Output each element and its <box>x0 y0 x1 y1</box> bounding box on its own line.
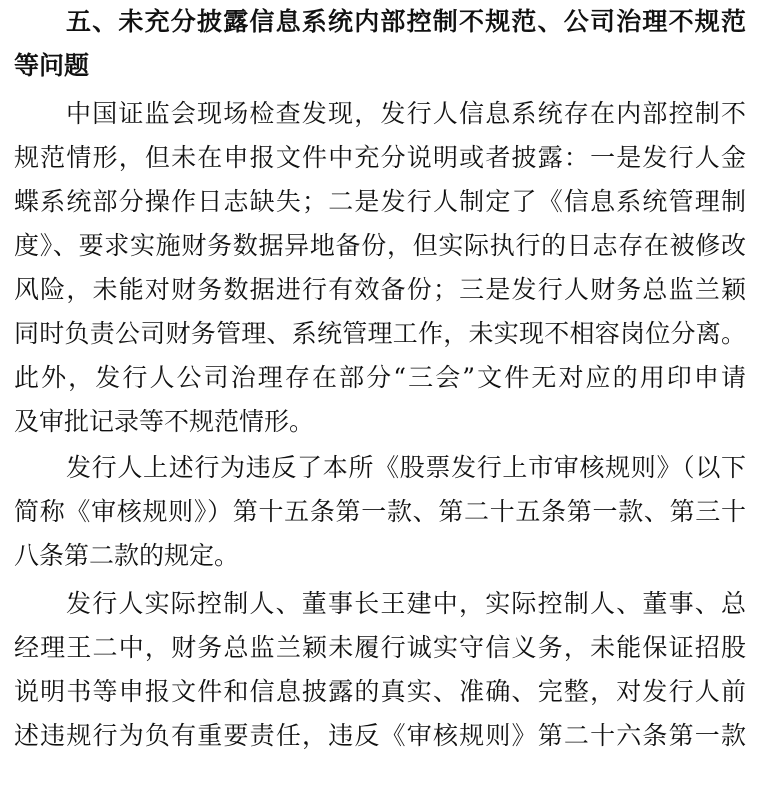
paragraph-3-line-3: 说明书等申报文件和信息披露的真实、准确、完整，对发行人前 <box>14 677 746 706</box>
section-heading-line-1: 五、未充分披露信息系统内部控制不规范、公司治理不规范 <box>66 7 746 36</box>
paragraph-3-line-2: 经理王二中，财务总监兰颖未履行诚实守信义务，未能保证招股 <box>14 633 746 662</box>
paragraph-1-line-8: 及审批记录等不规范情形。 <box>14 407 315 436</box>
paragraph-2-line-2: 简称《审核规则》）第十五条第一款、第二十五条第一款、第三十 <box>14 497 746 526</box>
paragraph-1-line-3: 蝶系统部分操作日志缺失；二是发行人制定了《信息系统管理制 <box>14 187 746 216</box>
paragraph-2-line-3: 八条第二款的规定。 <box>14 541 240 570</box>
paragraph-1-line-5: 风险，未能对财务数据进行有效备份；三是发行人财务总监兰颖 <box>14 275 746 304</box>
paragraph-2-line-1: 发行人上述行为违反了本所《股票发行上市审核规则》（以下 <box>66 453 746 482</box>
paragraph-1-line-6: 同时负责公司财务管理、系统管理工作，未实现不相容岗位分离。 <box>14 319 746 348</box>
paragraph-3-line-1: 发行人实际控制人、董事长王建中，实际控制人、董事、总 <box>66 589 746 618</box>
paragraph-1-line-4: 度》、要求实施财务数据异地备份，但实际执行的日志存在被修改 <box>14 231 746 260</box>
paragraph-1-line-7: 此外，发行人公司治理存在部分“三会”文件无对应的用印申请 <box>14 363 746 392</box>
paragraph-3-line-4: 述违规行为负有重要责任，违反《审核规则》第二十六条第一款 <box>14 721 746 750</box>
section-heading-line-2: 等问题 <box>14 51 90 80</box>
paragraph-1-line-1: 中国证监会现场检查发现，发行人信息系统存在内部控制不 <box>66 99 746 128</box>
paragraph-1-line-2: 规范情形，但未在申报文件中充分说明或者披露：一是发行人金 <box>14 143 746 172</box>
